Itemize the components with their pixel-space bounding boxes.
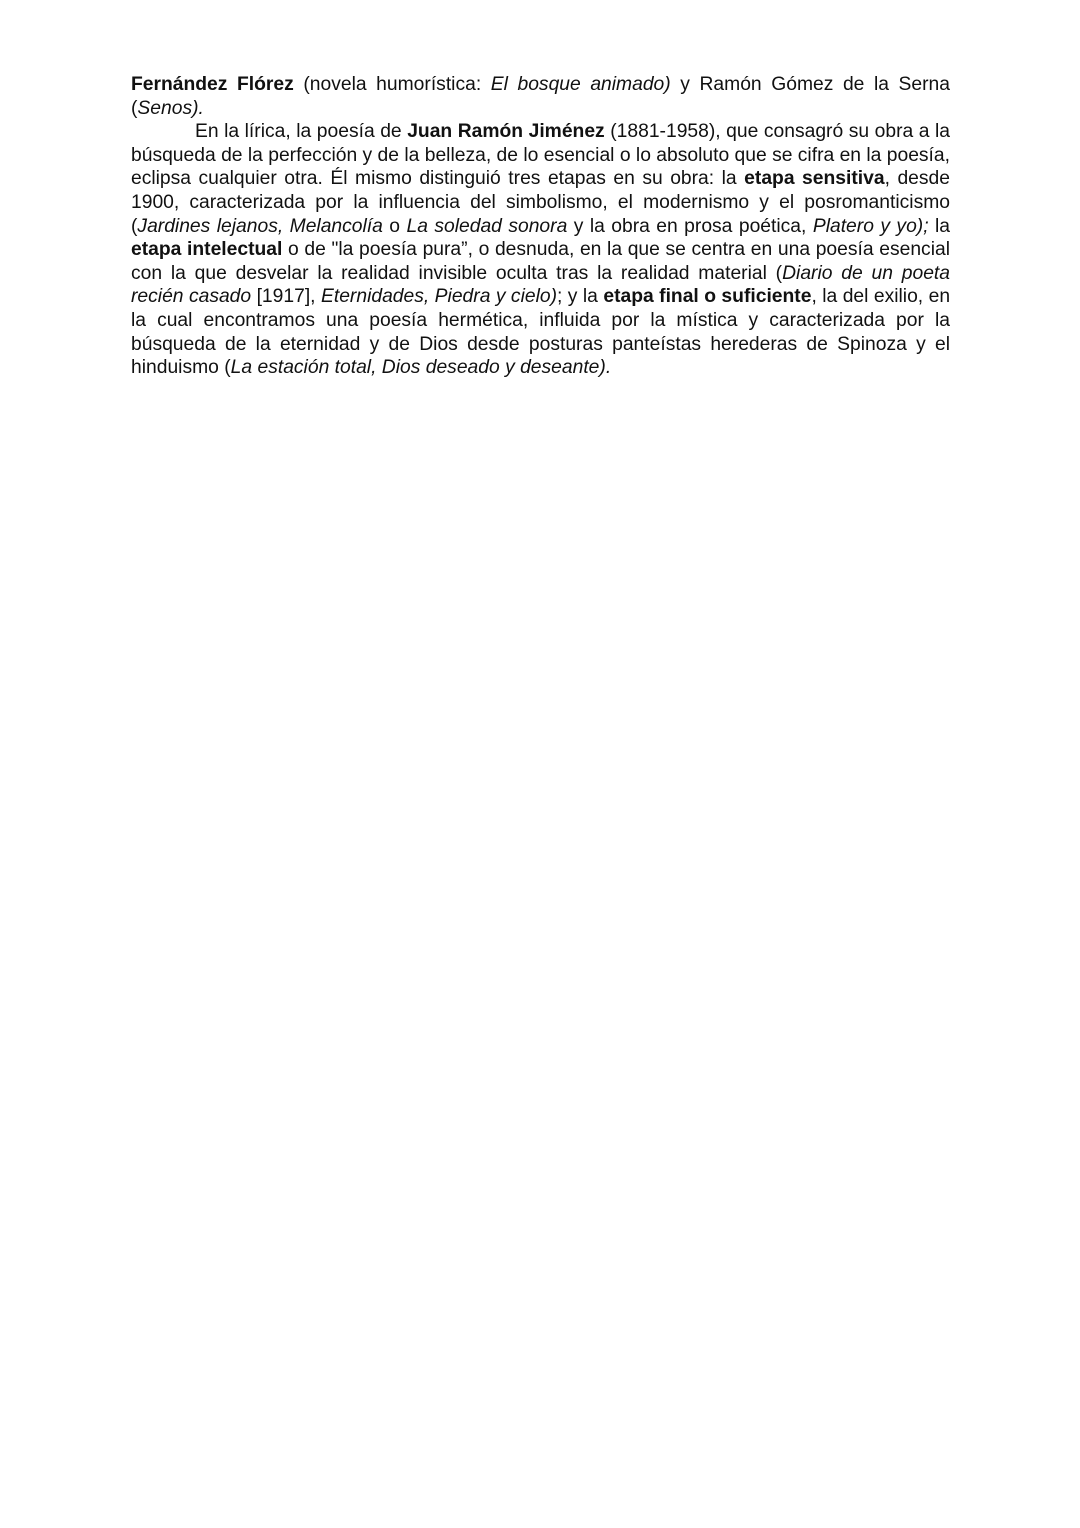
body-text: [1917], xyxy=(251,286,321,308)
work-title: La estación total, Dios deseado y deseante). xyxy=(230,357,612,379)
body-text: y la obra en prosa poética, xyxy=(567,215,813,237)
work-title: El bosque animado) xyxy=(490,74,671,95)
body-text: o de "la poesía pura”, o desnuda, en la que se centra en una poesía esencial con la que desvelar la realidad invisible oculta tras la realidad material ( xyxy=(131,239,950,284)
stage-term: etapa intelectual xyxy=(131,239,283,261)
body-text: (1881-1958), que consagró su obra a la búsqueda de la perfección y de la belleza, de lo esencial o lo absoluto que se cifra en la poesía, eclipsa cualquier otra. Él mismo distinguió tres etapas en su obra: la xyxy=(131,121,950,190)
document-page xyxy=(131,73,950,380)
body-text: , desde 1900, caracterizada por la influencia del simbolismo, el modernismo y el posromanticismo ( xyxy=(131,168,950,237)
body-text: , la del exilio, en la cual encontramos una poesía hermética, influida por la mística y caracterizada por la búsqueda de la eternidad y de Dios desde posturas panteístas herederas de Spinoza y el hinduismo ( xyxy=(131,286,951,379)
work-title: Jardines lejanos, Melancolía xyxy=(137,215,383,237)
work-title: Diario de un poeta recién casado xyxy=(131,262,951,308)
work-title: Senos). xyxy=(137,97,204,119)
work-title: Eternidades, Piedra y cielo) xyxy=(320,286,558,308)
stage-term: etapa final o suficiente xyxy=(603,286,812,308)
body-text: En la lírica, la poesía de xyxy=(195,121,408,143)
work-title: La soledad sonora xyxy=(406,215,568,237)
body-text: y Ramón Gómez de la Serna ( xyxy=(131,74,950,119)
author-name: Juan Ramón Jiménez xyxy=(407,121,605,143)
body-text: o xyxy=(382,215,407,237)
body-text: la xyxy=(928,215,951,237)
author-name: Fernández Flórez xyxy=(131,74,294,95)
body-text: (novela humorística: xyxy=(293,74,491,95)
body-text: ; y la xyxy=(557,286,604,308)
paragraph-lyric-poetry xyxy=(131,120,950,380)
stage-term: etapa sensitiva xyxy=(744,168,885,190)
paragraph-prose-authors xyxy=(131,73,950,120)
work-title: Platero y yo); xyxy=(812,215,929,237)
